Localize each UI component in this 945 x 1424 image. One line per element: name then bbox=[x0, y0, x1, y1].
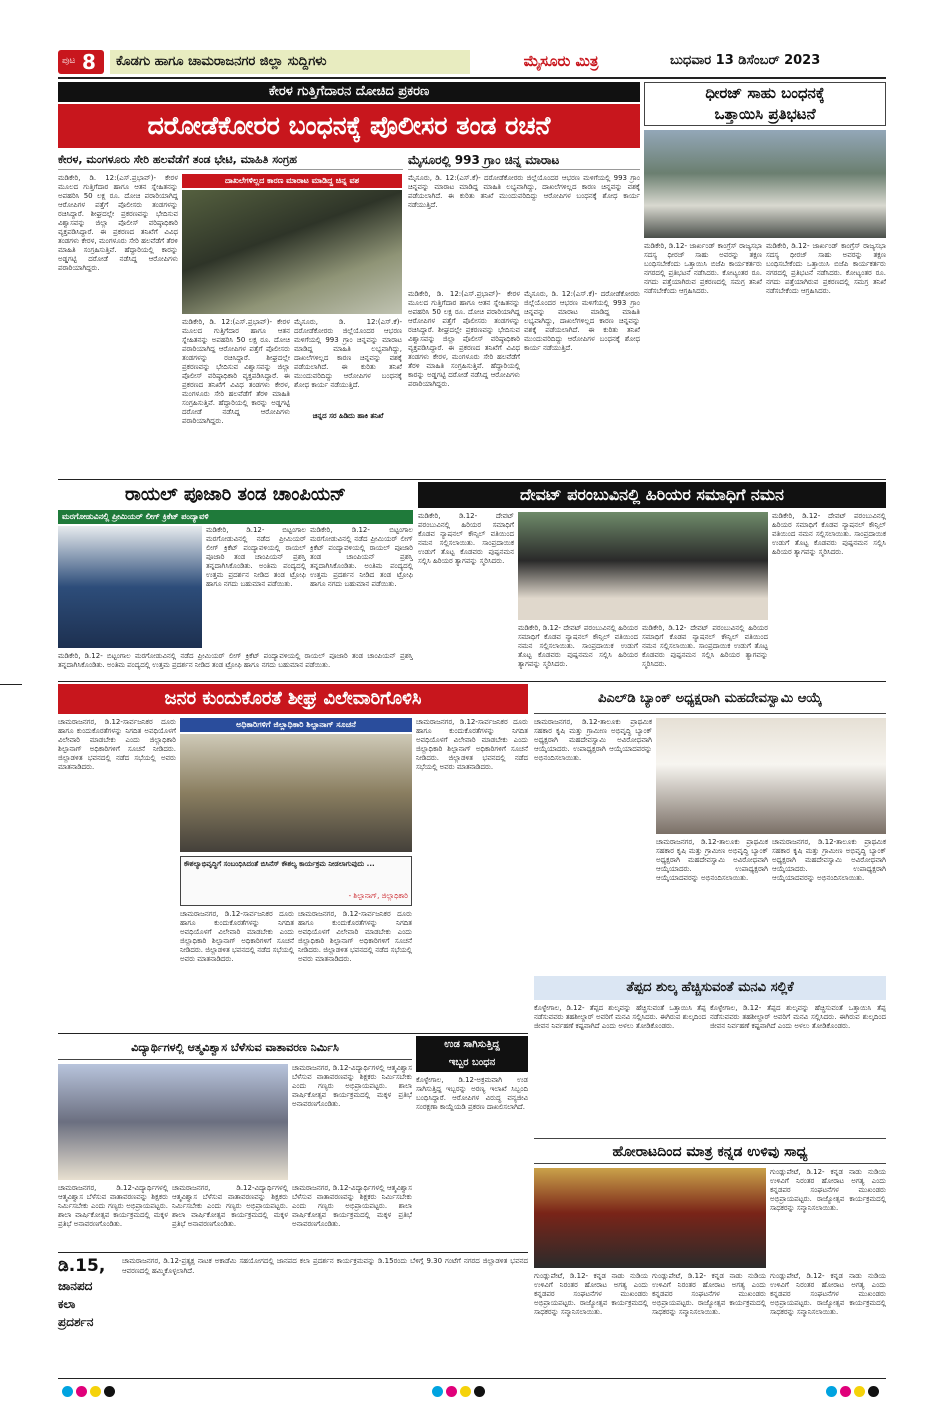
royal-subhead: ಮರಗೋಡುವಿನಲ್ಲಿ ಪ್ರೀಮಿಯರ್ ಲೀಗ್ ಕ್ರಿಕೆಟ್ ಪಂದ್ಯಾವಳಿ bbox=[58, 510, 413, 524]
lead-article-col-1: ಮಡಿಕೇರಿ, ಡಿ. 12:(ಎಸ್.ಪ್ರಭಾವ್)- ಕೇರಳ ಮೂಲದ ಗುತ್ತಿಗೆದಾರ ಹಾಗೂ ಆತನ ಸ್ನೇಹಿತನನ್ನು ಅಪಹರಿಸಿ 50 ಲಕ್ಷ ರೂ. ದೋಚಿ ಪರಾರಿಯಾಗಿದ್ದ ಆರೋಪಿಗಳ ಪತ್ತೆಗೆ ಪೊಲೀಸರು ತಂಡಗಳನ್ನು ರಚಿಸಿದ್ದಾರೆ. ಶೀಘ್ರದಲ್ಲೇ ಪ್ರಕರಣವನ್ನು ಭೇದಿಸುವ ವಿಶ್ವಾಸವನ್ನು ಜಿಲ್ಲಾ ಪೊಲೀಸ್ ವರಿಷ್ಠಾಧಿಕಾರಿ ವ್ಯಕ್ತಪಡಿಸಿದ್ದಾರೆ. ಈ ಪ್ರಕರಣದ ತನಿಖೆಗೆ ವಿವಿಧ ತಂಡಗಳು ಕೇರಳ, ಮಂಗಳೂರು ಸೇರಿ ಹಲವೆಡೆಗೆ ತೆರಳಿ ಮಾಹಿತಿ ಸಂಗ್ರಹಿಸುತ್ತಿವೆ. ಹೆದ್ದಾರಿಯಲ್ಲಿ ಕಾರನ್ನು ಅಡ್ಡಗಟ್ಟಿ ದರೋಡೆ ನಡೆಸಿದ್ದ ಆರೋಪಿಗಳು ಪರಾರಿಯಾಗಿದ್ದರು. bbox=[58, 174, 178, 272]
lead-subhead-right: ಮೈಸೂರಲ್ಲಿ 993 ಗ್ರಾಂ ಚಿನ್ನ ಮಾರಾಟ bbox=[408, 150, 640, 170]
color-bar-left bbox=[62, 1382, 142, 1394]
royal-headline: ರಾಯಲ್ ಪೂಜಾರಿ ತಂಡ ಚಾಂಪಿಯನ್ bbox=[124, 484, 347, 505]
fee-headline: ತೆಪ್ಪದ ಶುಲ್ಕ ಹೆಚ್ಚಿಸುವಂತೆ ಮನವಿ ಸಲ್ಲಿಕೆ bbox=[534, 976, 886, 1000]
black-dot bbox=[868, 1386, 879, 1397]
memorial-tribute-photo bbox=[518, 512, 768, 620]
folk-article: ಚಾಮರಾಜನಗರ, ಡಿ.12-ಪ್ರತ್ಯಕ್ಷ ನಾಟಕ ಅಕಾಡೆಮಿ ಸಹಯೋಗದಲ್ಲಿ ಜಾನಪದ ಕಲಾ ಪ್ರದರ್ಶನ ಕಾರ್ಯಕ್ರಮವನ್ನು ಡಿ.15ರಂದು ಬೆಳಿಗ್ಗೆ 9.30 ಗಂಟೆಗೆ ನಗರದ ಜಿಲ್ಲಾಡಳಿತ ಭವನದ ಆವರಣದಲ್ಲಿ ಹಮ್ಮಿಕೊಳ್ಳಲಾಗಿದೆ. bbox=[122, 1257, 528, 1275]
folk-label-box bbox=[58, 1255, 118, 1375]
kannada-article-col-3: ಗುಂಡ್ಲುಪೇಟೆ, ಡಿ.12- ಕನ್ನಡ ನಾಡು ನುಡಿಯ ಉಳಿವಿಗೆ ನಿರಂತರ ಹೋರಾಟ ಅಗತ್ಯ ಎಂದು ಕನ್ನಡಪರ ಸಂಘಟನೆಗಳ ಮುಖಂಡರು ಅಭಿಪ್ರಾಯಪಟ್ಟರು. ರಾಜ್ಯೋತ್ಸವ ಕಾರ್ಯಕ್ರಮದಲ್ಲಿ ಸಾಧಕರನ್ನು ಸನ್ಮಾನಿಸಲಾಯಿತು. bbox=[770, 1272, 886, 1316]
arrest-headline-box bbox=[416, 1036, 528, 1072]
dhiraj-headline-1: ಧೀರಜ್ ಸಾಹು ಬಂಧನಕ್ಕೆ bbox=[705, 84, 825, 102]
public-subhead: ಅಧಿಕಾರಿಗಳಿಗೆ ಜಿಲ್ಲಾಧಿಕಾರಿ ಶಿಲ್ಪಾನಾಗ್ ಸೂಚನೆ bbox=[180, 718, 412, 732]
public-quote-author: - ಶಿಲ್ಪಾನಾಗ್, ಜಿಲ್ಲಾಧಿಕಾರಿ bbox=[348, 892, 408, 900]
lead-article-col-3: ಮೈಸೂರು, ಡಿ. 12:(ಎಸ್.ಕೆ)- ದರೋಡೆಕೋರರು ಜಿಲ್ಲೆಯೊಂದರ ಆಭರಣ ಮಳಿಗೆಯಲ್ಲಿ 993 ಗ್ರಾಂ ಚಿನ್ನವನ್ನು ಮಾರಾಟ ಮಾಡಿದ್ದ ಮಾಹಿತಿ ಲಭ್ಯವಾಗಿದ್ದು, ದಾಖಲೆಗಳಿಲ್ಲದ ಕಾರಣ ಚಿನ್ನವನ್ನು ವಶಕ್ಕೆ ಪಡೆಯಲಾಗಿದೆ. ಈ ಕುರಿತು ತನಿಖೆ ಮುಂದುವರಿದಿದ್ದು ಆರೋಪಿಗಳ ಬಂಧನಕ್ಕೆ ಶೋಧ ಕಾರ್ಯ ನಡೆಯುತ್ತಿದೆ. bbox=[294, 318, 402, 389]
pld-article-col-1: ಚಾಮರಾಜನಗರ, ಡಿ.12-ತಾಲೂಕು ಪ್ರಾಥಮಿಕ ಸಹಕಾರ ಕೃಷಿ ಮತ್ತು ಗ್ರಾಮೀಣ ಅಭಿವೃದ್ಧಿ ಬ್ಯಾಂಕ್ ಅಧ್ಯಕ್ಷರಾಗಿ ಮಹದೇವಸ್ವಾಮಿ ಅವಿರೋಧವಾಗಿ ಆಯ್ಕೆಯಾದರು. ಉಪಾಧ್ಯಕ್ಷರಾಗಿ ಆಯ್ಕೆಯಾದವರನ್ನು ಅಭಿನಂದಿಸಲಾಯಿತು. bbox=[534, 718, 652, 762]
public-headline: ಜನರ ಕುಂದುಕೊರತೆ ಶೀಘ್ರ ವಿಲೇವಾರಿಗೊಳಿಸಿ bbox=[58, 684, 528, 714]
public-quote-box bbox=[180, 856, 412, 906]
school-function-photo bbox=[58, 1064, 288, 1180]
lead-subhead-left: ಕೇರಳ, ಮಂಗಳೂರು ಸೇರಿ ಹಲವೆಡೆಗೆ ತಂಡ ಭೇಟಿ, ಮಾಹಿತಿ ಸಂಗ್ರಹ bbox=[58, 150, 403, 170]
dhiraj-headline-2: ಒತ್ತಾಯಿಸಿ ಪ್ರತಿಭಟನೆ bbox=[714, 105, 816, 123]
dhiraj-headline-box bbox=[644, 82, 886, 126]
divider-1 bbox=[58, 479, 886, 480]
kannada-award-photo bbox=[534, 1168, 766, 1268]
margin-crop-mark bbox=[0, 684, 22, 685]
lead-headline: ದರೋಡೆಕೋರರ ಬಂಧನಕ್ಕೆ ಪೊಲೀಸರ ತಂಡ ರಚನೆ bbox=[58, 104, 640, 148]
pld-bank-photo bbox=[656, 718, 886, 834]
students-article-col-1: ಚಾಮರಾಜನಗರ, ಡಿ.12-ವಿದ್ಯಾರ್ಥಿಗಳಲ್ಲಿ ಆತ್ಮವಿಶ್ವಾಸ ಬೆಳೆಸುವ ವಾತಾವರಣವನ್ನು ಶಿಕ್ಷಕರು ನಿರ್ಮಿಸಬೇಕು ಎಂದು ಗಣ್ಯರು ಅಭಿಪ್ರಾಯಪಟ್ಟರು. ಶಾಲಾ ವಾರ್ಷಿಕೋತ್ಸವ ಕಾರ್ಯಕ್ರಮದಲ್ಲಿ ಮಕ್ಕಳ ಪ್ರತಿಭೆ ಅನಾವರಣಗೊಂಡಿತು. bbox=[58, 1184, 168, 1228]
devat-headline: ದೇವಟ್ ಪರಂಬುವಿನಲ್ಲಿ ಹಿರಿಯರ ಸಮಾಧಿಗೆ ನಮನ bbox=[418, 482, 886, 508]
kannada-article-col-1: ಗುಂಡ್ಲುಪೇಟೆ, ಡಿ.12- ಕನ್ನಡ ನಾಡು ನುಡಿಯ ಉಳಿವಿಗೆ ನಿರಂತರ ಹೋರಾಟ ಅಗತ್ಯ ಎಂದು ಕನ್ನಡಪರ ಸಂಘಟನೆಗಳ ಮುಖಂಡರು ಅಭಿಪ್ರಾಯಪಟ್ಟರು. ರಾಜ್ಯೋತ್ಸವ ಕಾರ್ಯಕ್ರಮದಲ್ಲಿ ಸಾಧಕರನ್ನು ಸನ್ಮಾನಿಸಲಾಯಿತು. bbox=[534, 1272, 648, 1316]
magenta-dot bbox=[840, 1386, 851, 1397]
divider-2 bbox=[58, 681, 886, 682]
folk-label-1: ಜಾನಪದ bbox=[58, 1279, 93, 1293]
cricket-team-photo bbox=[58, 526, 202, 648]
students-article-side: ಚಾಮರಾಜನಗರ, ಡಿ.12-ವಿದ್ಯಾರ್ಥಿಗಳಲ್ಲಿ ಆತ್ಮವಿಶ್ವಾಸ ಬೆಳೆಸುವ ವಾತಾವರಣವನ್ನು ಶಿಕ್ಷಕರು ನಿರ್ಮಿಸಬೇಕು ಎಂದು ಗಣ್ಯರು ಅಭಿಪ್ರಾಯಪಟ್ಟರು. ಶಾಲಾ ವಾರ್ಷಿಕೋತ್ಸವ ಕಾರ್ಯಕ್ರಮದಲ್ಲಿ ಮಕ್ಕಳ ಪ್ರತಿಭೆ ಅನಾವರಣಗೊಂಡಿತು. bbox=[292, 1064, 412, 1108]
kannada-article-col-2: ಗುಂಡ್ಲುಪೇಟೆ, ಡಿ.12- ಕನ್ನಡ ನಾಡು ನುಡಿಯ ಉಳಿವಿಗೆ ನಿರಂತರ ಹೋರಾಟ ಅಗತ್ಯ ಎಂದು ಕನ್ನಡಪರ ಸಂಘಟನೆಗಳ ಮುಖಂಡರು ಅಭಿಪ್ರಾಯಪಟ್ಟರು. ರಾಜ್ಯೋತ್ಸವ ಕಾರ್ಯಕ್ರಮದಲ್ಲಿ ಸಾಧಕರನ್ನು ಸನ್ಮಾನಿಸಲಾಯಿತು. bbox=[652, 1272, 766, 1316]
magenta-dot bbox=[446, 1386, 457, 1397]
magenta-dot bbox=[76, 1386, 87, 1397]
pld-headline: ಪಿಎಲ್‌ಡಿ ಬ್ಯಾಂಕ್ ಅಧ್ಯಕ್ಷರಾಗಿ ಮಹದೇವಸ್ವಾಮಿ ಆಯ್ಕೆ bbox=[534, 684, 886, 714]
color-bar-center bbox=[432, 1382, 512, 1394]
arrest-article: ಕೊಳ್ಳೇಗಾಲ, ಡಿ.12-ಅಕ್ರಮವಾಗಿ ಉಡ ಸಾಗಿಸುತ್ತಿದ್ದ ಇಬ್ಬರನ್ನು ಅರಣ್ಯ ಇಲಾಖೆ ಸಿಬ್ಬಂದಿ ಬಂಧಿಸಿದ್ದಾರೆ. ಆರೋಪಿಗಳ ವಿರುದ್ಧ ವನ್ಯಜೀವಿ ಸಂರಕ್ಷಣಾ ಕಾಯ್ದೆಯಡಿ ಪ್ರಕರಣ ದಾಖಲಿಸಲಾಗಿದೆ. bbox=[416, 1076, 528, 1111]
divider-4 bbox=[58, 1252, 528, 1253]
kannada-headline: ಹೋರಾಟದಿಂದ ಮಾತ್ರ ಕನ್ನಡ ಉಳಿವು ಸಾಧ್ಯ bbox=[534, 1138, 886, 1164]
footer-rule bbox=[58, 1378, 886, 1379]
royal-article-col-2: ಮಡಿಕೇರಿ, ಡಿ.12- ಬಿಟ್ಟಂಗಾಲ ಮರಗೋಡುವಿನಲ್ಲಿ ನಡೆದ ಪ್ರೀಮಿಯರ್ ಲೀಗ್ ಕ್ರಿಕೆಟ್ ಪಂದ್ಯಾವಳಿಯಲ್ಲಿ ರಾಯಲ್ ಪೂಜಾರಿ ತಂಡ ಚಾಂಪಿಯನ್ ಪ್ರಶಸ್ತಿ ತನ್ನದಾಗಿಸಿಕೊಂಡಿತು. ಅಂತಿಮ ಪಂದ್ಯದಲ್ಲಿ ಉತ್ತಮ ಪ್ರದರ್ಶನ ನೀಡಿದ ತಂಡ ಟ್ರೋಫಿ ಹಾಗೂ ನಗದು ಬಹುಮಾನ ಪಡೆಯಿತು. bbox=[310, 526, 413, 588]
lead-right-article: ಮೈಸೂರು, ಡಿ. 12:(ಎಸ್.ಕೆ)- ದರೋಡೆಕೋರರು ಜಿಲ್ಲೆಯೊಂದರ ಆಭರಣ ಮಳಿಗೆಯಲ್ಲಿ 993 ಗ್ರಾಂ ಚಿನ್ನವನ್ನು ಮಾರಾಟ ಮಾಡಿದ್ದ ಮಾಹಿತಿ ಲಭ್ಯವಾಗಿದ್ದು, ದಾಖಲೆಗಳಿಲ್ಲದ ಕಾರಣ ಚಿನ್ನವನ್ನು ವಶಕ್ಕೆ ಪಡೆಯಲಾಗಿದೆ. ಈ ಕುರಿತು ತನಿಖೆ ಮುಂದುವರಿದಿದ್ದು ಆರೋಪಿಗಳ ಬಂಧನಕ್ಕೆ ಶೋಧ ಕಾರ್ಯ ನಡೆಯುತ್ತಿದೆ. bbox=[408, 174, 640, 209]
lead-inline-heading: ಚಿನ್ನದ ಸರ ಹಿಡಿದು ಹಾಕಿ ತನಿಖೆ bbox=[294, 410, 402, 422]
paper-name: ಮೈಸೂರು ಮಿತ್ರ bbox=[523, 52, 599, 70]
folk-label-3: ಪ್ರದರ್ಶನ bbox=[58, 1315, 94, 1329]
devat-article-col-2: ಮಡಿಕೇರಿ, ಡಿ.12- ದೇವಟ್ ಪರಂಬುವಿನಲ್ಲಿ ಹಿರಿಯರ ಸಮಾಧಿಗೆ ಕೊಡವ ನ್ಯಾಷನಲ್ ಕೌನ್ಸಿಲ್ ವತಿಯಿಂದ ನಮನ ಸಲ್ಲಿಸಲಾಯಿತು. ಸಾಂಪ್ರದಾಯಿಕ ಉಡುಗೆ ತೊಟ್ಟ ಕೊಡವರು ಪುಷ್ಪನಮನ ಸಲ್ಲಿಸಿ ಹಿರಿಯರ ತ್ಯಾಗವನ್ನು ಸ್ಮರಿಸಿದರು. bbox=[518, 624, 638, 668]
public-article-col-4: ಚಾಮರಾಜನಗರ, ಡಿ.12-ಸಾರ್ವಜನಿಕರ ದೂರು ಹಾಗೂ ಕುಂದುಕೊರತೆಗಳನ್ನು ನಿಗದಿತ ಅವಧಿಯೊಳಗೆ ವಿಲೇವಾರಿ ಮಾಡಬೇಕು ಎಂದು ಜಿಲ್ಲಾಧಿಕಾರಿ ಶಿಲ್ಪಾನಾಗ್ ಅಧಿಕಾರಿಗಳಿಗೆ ಸೂಚನೆ ನೀಡಿದರು. ಜಿಲ್ಲಾಡಳಿತ ಭವನದಲ್ಲಿ ನಡೆದ ಸಭೆಯಲ್ಲಿ ಅವರು ಮಾತನಾಡಿದರು. bbox=[416, 718, 528, 771]
page-label: ಪುಟ bbox=[62, 56, 76, 66]
yellow-dot bbox=[460, 1386, 471, 1397]
lead-right-col-2: ಮೈಸೂರು, ಡಿ. 12:(ಎಸ್.ಕೆ)- ದರೋಡೆಕೋರರು ಜಿಲ್ಲೆಯೊಂದರ ಆಭರಣ ಮಳಿಗೆಯಲ್ಲಿ 993 ಗ್ರಾಂ ಚಿನ್ನವನ್ನು ಮಾರಾಟ ಮಾಡಿದ್ದ ಮಾಹಿತಿ ಲಭ್ಯವಾಗಿದ್ದು, ದಾಖಲೆಗಳಿಲ್ಲದ ಕಾರಣ ಚಿನ್ನವನ್ನು ವಶಕ್ಕೆ ಪಡೆಯಲಾಗಿದೆ. ಈ ಕುರಿತು ತನಿಖೆ ಮುಂದುವರಿದಿದ್ದು ಆರೋಪಿಗಳ ಬಂಧನಕ್ಕೆ ಶೋಧ ಕಾರ್ಯ ನಡೆಯುತ್ತಿದೆ. bbox=[524, 290, 640, 352]
students-article-col-3: ಚಾಮರಾಜನಗರ, ಡಿ.12-ವಿದ್ಯಾರ್ಥಿಗಳಲ್ಲಿ ಆತ್ಮವಿಶ್ವಾಸ ಬೆಳೆಸುವ ವಾತಾವರಣವನ್ನು ಶಿಕ್ಷಕರು ನಿರ್ಮಿಸಬೇಕು ಎಂದು ಗಣ್ಯರು ಅಭಿಪ್ರಾಯಪಟ್ಟರು. ಶಾಲಾ ವಾರ್ಷಿಕೋತ್ಸವ ಕಾರ್ಯಕ್ರಮದಲ್ಲಿ ಮಕ್ಕಳ ಪ್ರತಿಭೆ ಅನಾವರಣಗೊಂಡಿತು. bbox=[292, 1184, 412, 1228]
divider-3 bbox=[58, 1033, 528, 1034]
public-quote: ಕೌಶಲ್ಯಾಭಿವೃದ್ಧಿಗೆ ಸಂಬಂಧಿಸಿದಂತೆ ಬಿಸಿನೆಸ್ ಕೌಶಲ್ಯ ಕಾರ್ಯಕ್ರಮ ನೀಡಲಾಗುವುದು ... bbox=[184, 860, 375, 868]
arrest-headline-1: ಉಡ ಸಾಗಿಸುತ್ತಿದ್ದ bbox=[444, 1039, 500, 1050]
arrest-headline-2: ಇಬ್ಬರ ಬಂಧನ bbox=[448, 1057, 496, 1068]
students-article-col-2: ಚಾಮರಾಜನಗರ, ಡಿ.12-ವಿದ್ಯಾರ್ಥಿಗಳಲ್ಲಿ ಆತ್ಮವಿಶ್ವಾಸ ಬೆಳೆಸುವ ವಾತಾವರಣವನ್ನು ಶಿಕ್ಷಕರು ನಿರ್ಮಿಸಬೇಕು ಎಂದು ಗಣ್ಯರು ಅಭಿಪ್ರಾಯಪಟ್ಟರು. ಶಾಲಾ ವಾರ್ಷಿಕೋತ್ಸವ ಕಾರ್ಯಕ್ರಮದಲ್ಲಿ ಮಕ್ಕಳ ಪ್ರತಿಭೆ ಅನಾವರಣಗೊಂಡಿತು. bbox=[172, 1184, 288, 1228]
masthead-rule bbox=[58, 77, 886, 79]
section-title: ಕೊಡಗು ಹಾಗೂ ಚಾಮರಾಜನಗರ ಜಿಲ್ಲಾ ಸುದ್ದಿಗಳು bbox=[110, 50, 470, 74]
issue-date: ಬುಧವಾರ 13 ಡಿಸೆಂಬರ್ 2023 bbox=[670, 53, 821, 68]
lead-article-col-2: ಮಡಿಕೇರಿ, ಡಿ. 12:(ಎಸ್.ಪ್ರಭಾವ್)- ಕೇರಳ ಮೂಲದ ಗುತ್ತಿಗೆದಾರ ಹಾಗೂ ಆತನ ಸ್ನೇಹಿತನನ್ನು ಅಪಹರಿಸಿ 50 ಲಕ್ಷ ರೂ. ದೋಚಿ ಪರಾರಿಯಾಗಿದ್ದ ಆರೋಪಿಗಳ ಪತ್ತೆಗೆ ಪೊಲೀಸರು ತಂಡಗಳನ್ನು ರಚಿಸಿದ್ದಾರೆ. ಶೀಘ್ರದಲ್ಲೇ ಪ್ರಕರಣವನ್ನು ಭೇದಿಸುವ ವಿಶ್ವಾಸವನ್ನು ಜಿಲ್ಲಾ ಪೊಲೀಸ್ ವರಿಷ್ಠಾಧಿಕಾರಿ ವ್ಯಕ್ತಪಡಿಸಿದ್ದಾರೆ. ಈ ಪ್ರಕರಣದ ತನಿಖೆಗೆ ವಿವಿಧ ತಂಡಗಳು ಕೇರಳ, ಮಂಗಳೂರು ಸೇರಿ ಹಲವೆಡೆಗೆ ತೆರಳಿ ಮಾಹಿತಿ ಸಂಗ್ರಹಿಸುತ್ತಿವೆ. ಹೆದ್ದಾರಿಯಲ್ಲಿ ಕಾರನ್ನು ಅಡ್ಡಗಟ್ಟಿ ದರೋಡೆ ನಡೆಸಿದ್ದ ಆರೋಪಿಗಳು ಪರಾರಿಯಾಗಿದ್ದರು. bbox=[182, 318, 290, 425]
public-article-col-3: ಚಾಮರಾಜನಗರ, ಡಿ.12-ಸಾರ್ವಜನಿಕರ ದೂರು ಹಾಗೂ ಕುಂದುಕೊರತೆಗಳನ್ನು ನಿಗದಿತ ಅವಧಿಯೊಳಗೆ ವಿಲೇವಾರಿ ಮಾಡಬೇಕು ಎಂದು ಜಿಲ್ಲಾಧಿಕಾರಿ ಶಿಲ್ಪಾನಾಗ್ ಅಧಿಕಾರಿಗಳಿಗೆ ಸೂಚನೆ ನೀಡಿದರು. ಜಿಲ್ಲಾಡಳಿತ ಭವನದಲ್ಲಿ ನಡೆದ ಸಭೆಯಲ್ಲಿ ಅವರು ಮಾತನಾಡಿದರು. bbox=[298, 910, 412, 963]
cyan-dot bbox=[432, 1386, 443, 1397]
devat-article-col-3: ಮಡಿಕೇರಿ, ಡಿ.12- ದೇವಟ್ ಪರಂಬುವಿನಲ್ಲಿ ಹಿರಿಯರ ಸಮಾಧಿಗೆ ಕೊಡವ ನ್ಯಾಷನಲ್ ಕೌನ್ಸಿಲ್ ವತಿಯಿಂದ ನಮನ ಸಲ್ಲಿಸಲಾಯಿತು. ಸಾಂಪ್ರದಾಯಿಕ ಉಡುಗೆ ತೊಟ್ಟ ಕೊಡವರು ಪುಷ್ಪನಮನ ಸಲ್ಲಿಸಿ ಹಿರಿಯರ ತ್ಯಾಗವನ್ನು ಸ್ಮರಿಸಿದರು. bbox=[642, 624, 768, 668]
color-bar-right bbox=[826, 1382, 906, 1394]
devat-article-col-1: ಮಡಿಕೇರಿ, ಡಿ.12- ದೇವಟ್ ಪರಂಬುವಿನಲ್ಲಿ ಹಿರಿಯರ ಸಮಾಧಿಗೆ ಕೊಡವ ನ್ಯಾಷನಲ್ ಕೌನ್ಸಿಲ್ ವತಿಯಿಂದ ನಮನ ಸಲ್ಲಿಸಲಾಯಿತು. ಸಾಂಪ್ರದಾಯಿಕ ಉಡುಗೆ ತೊಟ್ಟ ಕೊಡವರು ಪುಷ್ಪನಮನ ಸಲ್ಲಿಸಿ ಹಿರಿಯರ ತ್ಯಾಗವನ್ನು ಸ್ಮರಿಸಿದರು. bbox=[418, 512, 514, 565]
fee-article-col-1: ಕೊಳ್ಳೇಗಾಲ, ಡಿ.12- ತೆಪ್ಪದ ಶುಲ್ಕವನ್ನು ಹೆಚ್ಚಿಸುವಂತೆ ಒತ್ತಾಯಿಸಿ ತೆಪ್ಪ ನಡೆಸುವವರು ತಹಶೀಲ್ದಾರ್ ಅವರಿಗೆ ಮನವಿ ಸಲ್ಲಿಸಿದರು. ಈಗಿರುವ ಶುಲ್ಕದಿಂದ ಜೀವನ ನಿರ್ವಹಣೆ ಕಷ್ಟವಾಗಿದೆ ಎಂದು ಅಳಲು ತೋಡಿಕೊಂಡರು. bbox=[534, 1004, 706, 1030]
folk-date: ಡಿ.15, bbox=[58, 1256, 106, 1276]
folk-label-2: ಕಲಾ bbox=[58, 1297, 76, 1311]
fee-article-col-2: ಕೊಳ್ಳೇಗಾಲ, ಡಿ.12- ತೆಪ್ಪದ ಶುಲ್ಕವನ್ನು ಹೆಚ್ಚಿಸುವಂತೆ ಒತ್ತಾಯಿಸಿ ತೆಪ್ಪ ನಡೆಸುವವರು ತಹಶೀಲ್ದಾರ್ ಅವರಿಗೆ ಮನವಿ ಸಲ್ಲಿಸಿದರು. ಈಗಿರುವ ಶುಲ್ಕದಿಂದ ಜೀವನ ನಿರ್ವಹಣೆ ಕಷ್ಟವಾಗಿದೆ ಎಂದು ಅಳಲು ತೋಡಿಕೊಂಡರು. bbox=[710, 1004, 886, 1030]
dhiraj-article-col-1: ಮಡಿಕೇರಿ, ಡಿ.12- ಜಾರ್ಖಂಡ್ ಕಾಂಗ್ರೆಸ್ ರಾಜ್ಯಸಭಾ ಸದಸ್ಯ ಧೀರಜ್ ಸಾಹು ಅವರನ್ನು ತಕ್ಷಣ ಬಂಧಿಸಬೇಕೆಂದು ಒತ್ತಾಯಿಸಿ ಬಿಜೆಪಿ ಕಾರ್ಯಕರ್ತರು ನಗರದಲ್ಲಿ ಪ್ರತಿಭಟನೆ ನಡೆಸಿದರು. ಕೋಟ್ಯಂತರ ರೂ. ನಗದು ಪತ್ತೆಯಾಗಿರುವ ಪ್ರಕರಣದಲ್ಲಿ ಸಮಗ್ರ ತನಿಖೆ ನಡೆಸಬೇಕೆಂದು ಆಗ್ರಹಿಸಿದರು. bbox=[644, 242, 762, 295]
students-headline: ವಿದ್ಯಾರ್ಥಿಗಳಲ್ಲಿ ಆತ್ಮವಿಶ್ವಾಸ ಬೆಳೆಸುವ ವಾತಾವರಣ ನಿರ್ಮಿಸಿ bbox=[58, 1036, 412, 1060]
lead-right-col-1: ಮಡಿಕೇರಿ, ಡಿ. 12:(ಎಸ್.ಪ್ರಭಾವ್)- ಕೇರಳ ಮೂಲದ ಗುತ್ತಿಗೆದಾರ ಹಾಗೂ ಆತನ ಸ್ನೇಹಿತನನ್ನು ಅಪಹರಿಸಿ 50 ಲಕ್ಷ ರೂ. ದೋಚಿ ಪರಾರಿಯಾಗಿದ್ದ ಆರೋಪಿಗಳ ಪತ್ತೆಗೆ ಪೊಲೀಸರು ತಂಡಗಳನ್ನು ರಚಿಸಿದ್ದಾರೆ. ಶೀಘ್ರದಲ್ಲೇ ಪ್ರಕರಣವನ್ನು ಭೇದಿಸುವ ವಿಶ್ವಾಸವನ್ನು ಜಿಲ್ಲಾ ಪೊಲೀಸ್ ವರಿಷ್ಠಾಧಿಕಾರಿ ವ್ಯಕ್ತಪಡಿಸಿದ್ದಾರೆ. ಈ ಪ್ರಕರಣದ ತನಿಖೆಗೆ ವಿವಿಧ ತಂಡಗಳು ಕೇರಳ, ಮಂಗಳೂರು ಸೇರಿ ಹಲವೆಡೆಗೆ ತೆರಳಿ ಮಾಹಿತಿ ಸಂಗ್ರಹಿಸುತ್ತಿವೆ. ಹೆದ್ದಾರಿಯಲ್ಲಿ ಕಾರನ್ನು ಅಡ್ಡಗಟ್ಟಿ ದರೋಡೆ ನಡೆಸಿದ್ದ ಆರೋಪಿಗಳು ಪರಾರಿಯಾಗಿದ್ದರು. bbox=[408, 290, 520, 388]
public-article-col-1: ಚಾಮರಾಜನಗರ, ಡಿ.12-ಸಾರ್ವಜನಿಕರ ದೂರು ಹಾಗೂ ಕುಂದುಕೊರತೆಗಳನ್ನು ನಿಗದಿತ ಅವಧಿಯೊಳಗೆ ವಿಲೇವಾರಿ ಮಾಡಬೇಕು ಎಂದು ಜಿಲ್ಲಾಧಿಕಾರಿ ಶಿಲ್ಪಾನಾಗ್ ಅಧಿಕಾರಿಗಳಿಗೆ ಸೂಚನೆ ನೀಡಿದರು. ಜಿಲ್ಲಾಡಳಿತ ಭವನದಲ್ಲಿ ನಡೆದ ಸಭೆಯಲ್ಲಿ ಅವರು ಮಾತನಾಡಿದರು. bbox=[58, 718, 176, 771]
yellow-dot bbox=[90, 1386, 101, 1397]
kannada-article-side: ಗುಂಡ್ಲುಪೇಟೆ, ಡಿ.12- ಕನ್ನಡ ನಾಡು ನುಡಿಯ ಉಳಿವಿಗೆ ನಿರಂತರ ಹೋರಾಟ ಅಗತ್ಯ ಎಂದು ಕನ್ನಡಪರ ಸಂಘಟನೆಗಳ ಮುಖಂಡರು ಅಭಿಪ್ರಾಯಪಟ್ಟರು. ರಾಜ್ಯೋತ್ಸವ ಕಾರ್ಯಕ್ರಮದಲ್ಲಿ ಸಾಧಕರನ್ನು ಸನ್ಮಾನಿಸಲಾಯಿತು. bbox=[770, 1168, 886, 1212]
protest-photo bbox=[644, 130, 886, 238]
yellow-dot bbox=[854, 1386, 865, 1397]
black-dot bbox=[474, 1386, 485, 1397]
cyan-dot bbox=[826, 1386, 837, 1397]
black-dot bbox=[104, 1386, 115, 1397]
page-number: 8 bbox=[82, 50, 96, 74]
devat-article-col-4: ಮಡಿಕೇರಿ, ಡಿ.12- ದೇವಟ್ ಪರಂಬುವಿನಲ್ಲಿ ಹಿರಿಯರ ಸಮಾಧಿಗೆ ಕೊಡವ ನ್ಯಾಷನಲ್ ಕೌನ್ಸಿಲ್ ವತಿಯಿಂದ ನಮನ ಸಲ್ಲಿಸಲಾಯಿತು. ಸಾಂಪ್ರದಾಯಿಕ ಉಡುಗೆ ತೊಟ್ಟ ಕೊಡವರು ಪುಷ್ಪನಮನ ಸಲ್ಲಿಸಿ ಹಿರಿಯರ ತ್ಯಾಗವನ್ನು ಸ್ಮರಿಸಿದರು. bbox=[772, 512, 886, 556]
lead-photo-caption: ದಾಖಲೆಗಳಿಲ್ಲದ ಕಾರಣ ಮಾರಾಟ ಮಾಡಿದ್ದ ಚಿನ್ನ ವಶ bbox=[182, 174, 402, 188]
meeting-photo bbox=[180, 734, 412, 852]
royal-article-col-1: ಮಡಿಕೇರಿ, ಡಿ.12- ಬಿಟ್ಟಂಗಾಲ ಮರಗೋಡುವಿನಲ್ಲಿ ನಡೆದ ಪ್ರೀಮಿಯರ್ ಲೀಗ್ ಕ್ರಿಕೆಟ್ ಪಂದ್ಯಾವಳಿಯಲ್ಲಿ ರಾಯಲ್ ಪೂಜಾರಿ ತಂಡ ಚಾಂಪಿಯನ್ ಪ್ರಶಸ್ತಿ ತನ್ನದಾಗಿಸಿಕೊಂಡಿತು. ಅಂತಿಮ ಪಂದ್ಯದಲ್ಲಿ ಉತ್ತಮ ಪ್ರದರ್ಶನ ನೀಡಿದ ತಂಡ ಟ್ರೋಫಿ ಹಾಗೂ ನಗದು ಬಹುಮಾನ ಪಡೆಯಿತು. bbox=[206, 526, 306, 588]
cyan-dot bbox=[62, 1386, 73, 1397]
pld-article-col-2: ಚಾಮರಾಜನಗರ, ಡಿ.12-ತಾಲೂಕು ಪ್ರಾಥಮಿಕ ಸಹಕಾರ ಕೃಷಿ ಮತ್ತು ಗ್ರಾಮೀಣ ಅಭಿವೃದ್ಧಿ ಬ್ಯಾಂಕ್ ಅಧ್ಯಕ್ಷರಾಗಿ ಮಹದೇವಸ್ವಾಮಿ ಅವಿರೋಧವಾಗಿ ಆಯ್ಕೆಯಾದರು. ಉಪಾಧ್ಯಕ್ಷರಾಗಿ ಆಯ್ಕೆಯಾದವರನ್ನು ಅಭಿನಂದಿಸಲಾಯಿತು. bbox=[656, 838, 768, 882]
police-vehicle-photo bbox=[182, 190, 402, 314]
page-number-badge bbox=[58, 50, 104, 74]
dhiraj-article-col-2: ಮಡಿಕೇರಿ, ಡಿ.12- ಜಾರ್ಖಂಡ್ ಕಾಂಗ್ರೆಸ್ ರಾಜ್ಯಸಭಾ ಸದಸ್ಯ ಧೀರಜ್ ಸಾಹು ಅವರನ್ನು ತಕ್ಷಣ ಬಂಧಿಸಬೇಕೆಂದು ಒತ್ತಾಯಿಸಿ ಬಿಜೆಪಿ ಕಾರ್ಯಕರ್ತರು ನಗರದಲ್ಲಿ ಪ್ರತಿಭಟನೆ ನಡೆಸಿದರು. ಕೋಟ್ಯಂತರ ರೂ. ನಗದು ಪತ್ತೆಯಾಗಿರುವ ಪ್ರಕರಣದಲ್ಲಿ ಸಮಗ್ರ ತನಿಖೆ ನಡೆಸಬೇಕೆಂದು ಆಗ್ರಹಿಸಿದರು. bbox=[766, 242, 886, 295]
lead-kicker: ಕೇರಳ ಗುತ್ತಿಗೆದಾರನ ದೋಚಿದ ಪ್ರಕರಣ bbox=[58, 82, 640, 102]
pld-article-col-3: ಚಾಮರಾಜನಗರ, ಡಿ.12-ತಾಲೂಕು ಪ್ರಾಥಮಿಕ ಸಹಕಾರ ಕೃಷಿ ಮತ್ತು ಗ್ರಾಮೀಣ ಅಭಿವೃದ್ಧಿ ಬ್ಯಾಂಕ್ ಅಧ್ಯಕ್ಷರಾಗಿ ಮಹದೇವಸ್ವಾಮಿ ಅವಿರೋಧವಾಗಿ ಆಯ್ಕೆಯಾದರು. ಉಪಾಧ್ಯಕ್ಷರಾಗಿ ಆಯ್ಕೆಯಾದವರನ್ನು ಅಭಿನಂದಿಸಲಾಯಿತು. bbox=[772, 838, 886, 882]
public-article-col-2: ಚಾಮರಾಜನಗರ, ಡಿ.12-ಸಾರ್ವಜನಿಕರ ದೂರು ಹಾಗೂ ಕುಂದುಕೊರತೆಗಳನ್ನು ನಿಗದಿತ ಅವಧಿಯೊಳಗೆ ವಿಲೇವಾರಿ ಮಾಡಬೇಕು ಎಂದು ಜಿಲ್ಲಾಧಿಕಾರಿ ಶಿಲ್ಪಾನಾಗ್ ಅಧಿಕಾರಿಗಳಿಗೆ ಸೂಚನೆ ನೀಡಿದರು. ಜಿಲ್ಲಾಡಳಿತ ಭವನದಲ್ಲಿ ನಡೆದ ಸಭೆಯಲ್ಲಿ ಅವರು ಮಾತನಾಡಿದರು. bbox=[180, 910, 294, 963]
royal-article-col-3: ಮಡಿಕೇರಿ, ಡಿ.12- ಬಿಟ್ಟಂಗಾಲ ಮರಗೋಡುವಿನಲ್ಲಿ ನಡೆದ ಪ್ರೀಮಿಯರ್ ಲೀಗ್ ಕ್ರಿಕೆಟ್ ಪಂದ್ಯಾವಳಿಯಲ್ಲಿ ರಾಯಲ್ ಪೂಜಾರಿ ತಂಡ ಚಾಂಪಿಯನ್ ಪ್ರಶಸ್ತಿ ತನ್ನದಾಗಿಸಿಕೊಂಡಿತು. ಅಂತಿಮ ಪಂದ್ಯದಲ್ಲಿ ಉತ್ತಮ ಪ್ರದರ್ಶನ ನೀಡಿದ ತಂಡ ಟ್ರೋಫಿ ಹಾಗೂ ನಗದು ಬಹುಮಾನ ಪಡೆಯಿತು. bbox=[58, 652, 413, 669]
